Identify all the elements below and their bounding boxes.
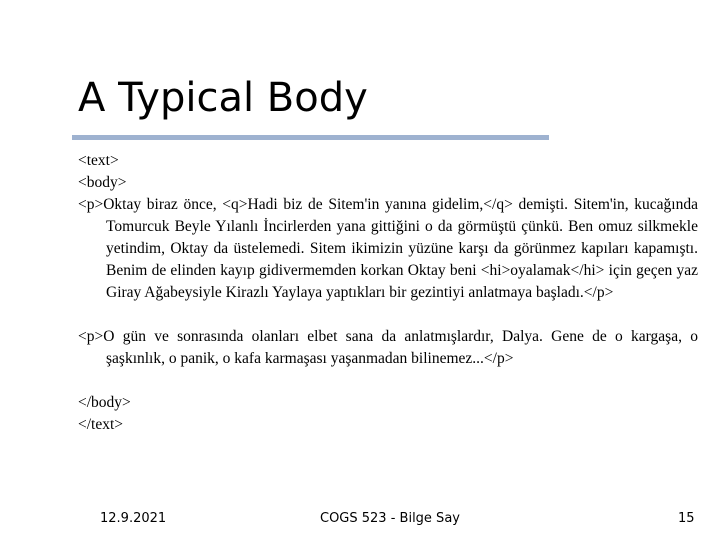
slide-content bbox=[78, 150, 698, 436]
title-underline bbox=[72, 135, 549, 140]
spacer bbox=[78, 304, 698, 326]
body-close-tag: </body> bbox=[78, 394, 131, 411]
paragraph-2: <p>O gün ve sonrasında olanları elbet sana da anlatmışlardır, Dalya. Gene de o kargaşa, o şaşkınlık, o panik, o kafa karmaşası yaşanmadan bilinemez...</p> bbox=[78, 328, 698, 367]
text-close-tag: </text> bbox=[78, 416, 124, 433]
footer-date: 12.9.2021 bbox=[100, 511, 167, 526]
page-number: 15 bbox=[678, 511, 695, 526]
slide-title: A Typical Body bbox=[78, 75, 368, 121]
text-open-tag: <text> bbox=[78, 152, 119, 169]
footer-course: COGS 523 - Bilge Say bbox=[320, 511, 460, 526]
body-open-tag: <body> bbox=[78, 174, 127, 191]
spacer bbox=[78, 370, 698, 392]
paragraph-1: <p>Oktay biraz önce, <q>Hadi biz de Sitem'in yanına gidelim,</q> demişti. Sitem'in, kucağında Tomurcuk Beyle Yılanlı İncirlerden yana gittiğini o da görmüştü çünkü. Ben omuz silkmekle yetindim, Oktay da üstelemedi. Sitem ikimizin yüzüne karşı da görünmez kapıları kapamıştı. Benim de elinden kayıp gidivermemden korkan Oktay beni <hi>oyalamak</hi> için geçen yaz Giray Ağabeysiyle Kirazlı Yaylaya yaptıkları bir gezintiyi anlatmaya başladı.</p> bbox=[78, 196, 698, 301]
